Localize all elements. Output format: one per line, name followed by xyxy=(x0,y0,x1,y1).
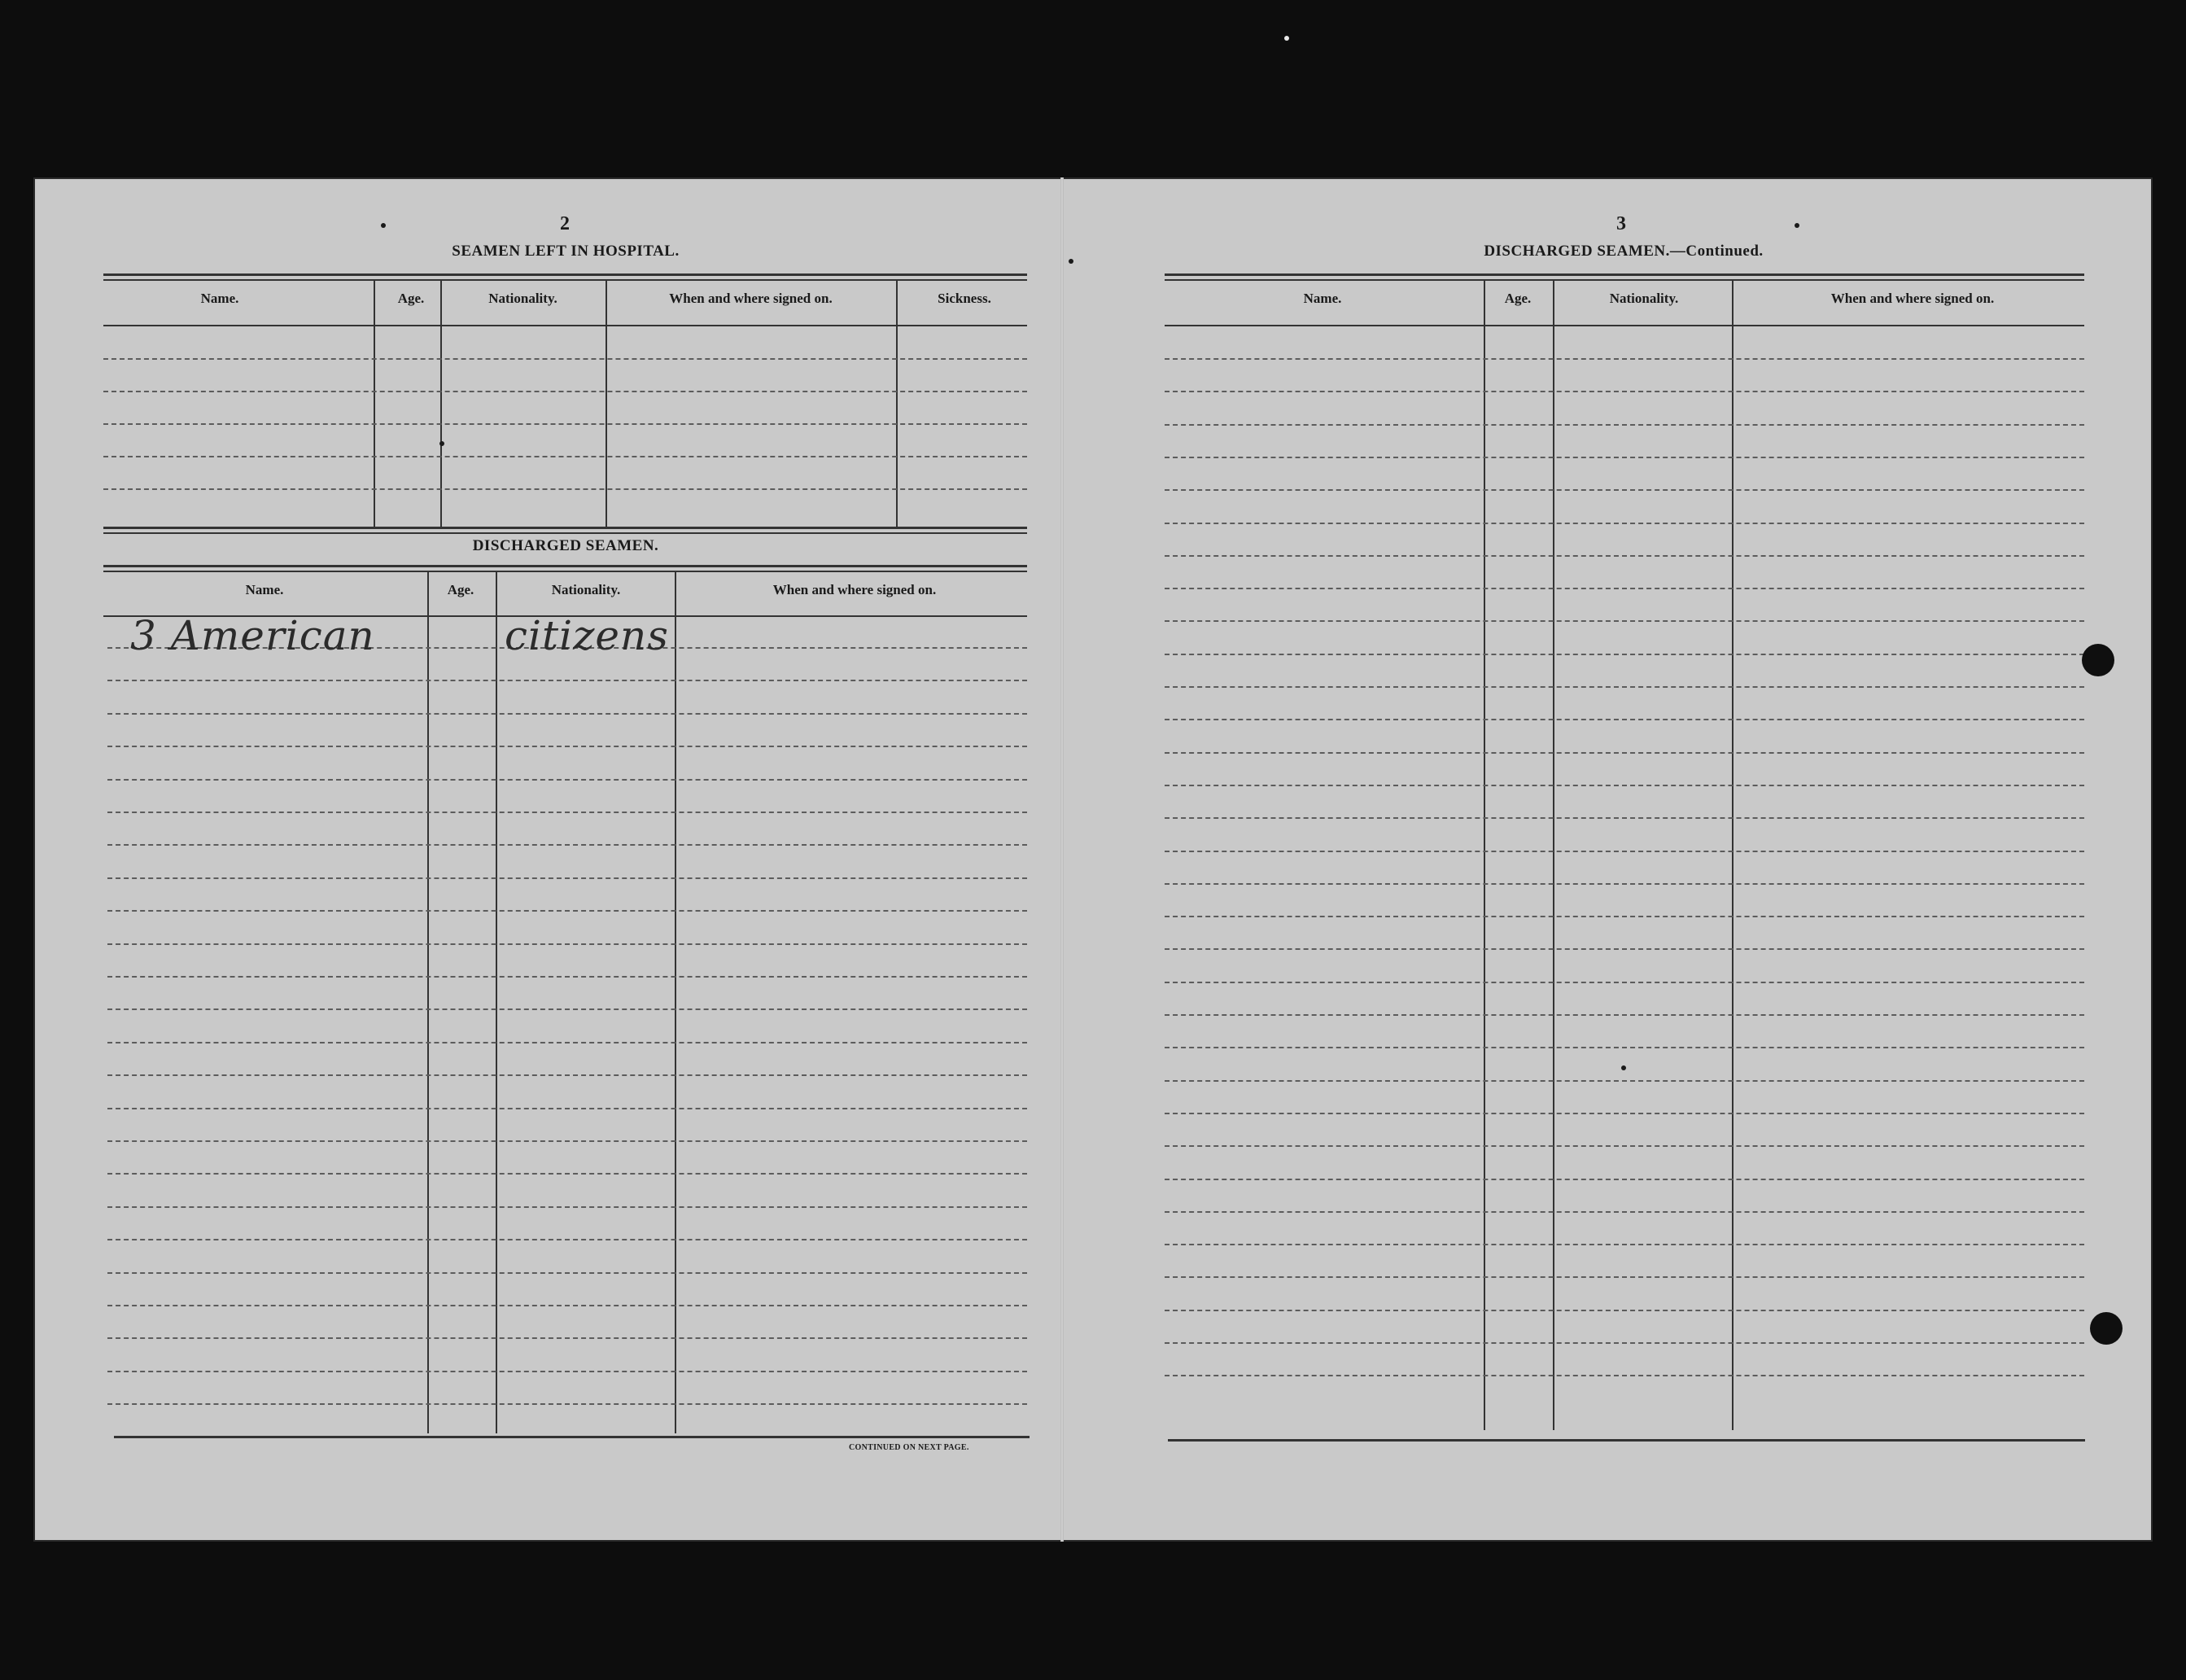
ruled-row-line xyxy=(107,943,1027,945)
dust-speck xyxy=(439,441,444,446)
right-col-signed-on: When and where signed on. xyxy=(1830,291,1995,306)
dust-speck xyxy=(1284,36,1289,41)
ruled-row-line xyxy=(1165,654,2084,655)
hospital-top-rule xyxy=(103,273,1027,276)
ruled-row-line xyxy=(1165,1113,2084,1114)
ruled-row-line xyxy=(107,976,1027,978)
ruled-row-line xyxy=(107,1337,1027,1339)
hospital-row-line xyxy=(103,358,1027,360)
ruled-row-line xyxy=(1165,719,2084,720)
ruled-row-line xyxy=(107,1403,1027,1405)
ruled-row-line xyxy=(107,910,1027,912)
ruled-row-line xyxy=(1165,1047,2084,1048)
ruled-row-line xyxy=(1165,817,2084,819)
hospital-col-name: Name. xyxy=(200,291,239,306)
right-bottom-rule xyxy=(1168,1439,2085,1442)
ruled-row-line xyxy=(1165,851,2084,852)
ruled-row-line xyxy=(1165,391,2084,392)
dust-speck xyxy=(381,223,386,228)
continued-note: CONTINUED ON NEXT PAGE. xyxy=(849,1443,969,1452)
discharged-section-title: DISCHARGED SEAMEN. xyxy=(472,537,659,554)
punch-hole-upper xyxy=(2082,644,2114,676)
ruled-row-line xyxy=(107,1042,1027,1043)
ruled-row-line xyxy=(1165,358,2084,360)
handwritten-name-entry: 3 American xyxy=(130,612,375,659)
ruled-row-line xyxy=(107,746,1027,747)
ruled-row-line xyxy=(107,1239,1027,1240)
right-top-rule-2 xyxy=(1165,279,2084,281)
ruled-row-line xyxy=(1165,916,2084,917)
ruled-row-line xyxy=(107,1371,1027,1372)
ruled-row-line xyxy=(1165,1310,2084,1311)
ruled-row-line xyxy=(1165,1014,2084,1016)
ruled-row-line xyxy=(1165,1342,2084,1344)
ruled-row-line xyxy=(107,1272,1027,1274)
ruled-row-line xyxy=(107,1074,1027,1076)
hospital-bottom-rule-2 xyxy=(103,532,1027,534)
discharged-col-signed-on: When and where signed on. xyxy=(772,582,937,597)
ruled-row-line xyxy=(1165,1179,2084,1180)
discharged-col-name: Name. xyxy=(245,582,284,597)
ruled-row-line xyxy=(1165,785,2084,786)
ruled-row-line xyxy=(1165,1211,2084,1213)
ruled-row-line xyxy=(1165,588,2084,589)
hospital-bottom-rule xyxy=(103,527,1027,529)
dust-speck xyxy=(1795,223,1799,228)
right-divider-3 xyxy=(1732,281,1733,1430)
ruled-row-line xyxy=(1165,686,2084,688)
ruled-row-line xyxy=(107,1173,1027,1175)
right-col-nationality: Nationality. xyxy=(1609,291,1679,306)
ruled-row-line xyxy=(1165,1244,2084,1245)
ruled-row-line xyxy=(1165,948,2084,950)
ruled-row-line xyxy=(107,1140,1027,1142)
ruled-row-line xyxy=(1165,1145,2084,1147)
page-number-right: 3 xyxy=(1616,213,1626,234)
ruled-row-line xyxy=(1165,489,2084,491)
punch-hole-lower xyxy=(2090,1312,2123,1345)
ruled-row-line xyxy=(1165,1276,2084,1278)
discharged-continued-title: DISCHARGED SEAMEN.—Continued. xyxy=(1484,243,1764,260)
hospital-header-rule xyxy=(103,325,1027,326)
ruled-row-line xyxy=(1165,424,2084,426)
ruled-row-line xyxy=(107,844,1027,846)
ruled-row-line xyxy=(107,1108,1027,1109)
page-fold xyxy=(1060,177,1064,1542)
dust-speck xyxy=(1621,1065,1626,1070)
ruled-row-line xyxy=(1165,883,2084,885)
hospital-row-line xyxy=(103,391,1027,392)
discharged-col-nationality: Nationality. xyxy=(551,582,621,597)
hospital-section-title: SEAMEN LEFT IN HOSPITAL. xyxy=(452,243,680,260)
ruled-row-line xyxy=(1165,523,2084,524)
ruled-row-line xyxy=(107,680,1027,681)
ruled-row-line xyxy=(1165,1080,2084,1082)
discharged-top-rule-2 xyxy=(103,571,1027,572)
right-header-rule xyxy=(1165,325,2084,326)
ruled-row-line xyxy=(107,779,1027,781)
ruled-row-line xyxy=(1165,620,2084,622)
ruled-row-line xyxy=(1165,752,2084,754)
discharged-col-age: Age. xyxy=(447,582,474,597)
hospital-row-line xyxy=(103,488,1027,490)
ruled-row-line xyxy=(107,1305,1027,1306)
ruled-row-line xyxy=(107,1008,1027,1010)
ruled-row-line xyxy=(107,713,1027,715)
right-divider-2 xyxy=(1553,281,1554,1430)
right-col-name: Name. xyxy=(1303,291,1342,306)
hospital-col-signed-on: When and where signed on. xyxy=(669,291,833,306)
hospital-col-nationality: Nationality. xyxy=(488,291,557,306)
hospital-col-sickness: Sickness. xyxy=(938,291,991,306)
ruled-row-line xyxy=(1165,457,2084,458)
ruled-row-line xyxy=(107,877,1027,879)
right-top-rule xyxy=(1165,273,2084,276)
hospital-row-line xyxy=(103,456,1027,457)
ruled-row-line xyxy=(107,1206,1027,1208)
ruled-row-line xyxy=(1165,555,2084,557)
page-number-left: 2 xyxy=(560,213,570,234)
ruled-row-line xyxy=(1165,1375,2084,1376)
discharged-bottom-rule xyxy=(114,1436,1030,1438)
ruled-row-line xyxy=(107,812,1027,813)
right-divider-1 xyxy=(1484,281,1485,1430)
handwritten-nationality-entry: citizens xyxy=(505,612,669,659)
hospital-col-age: Age. xyxy=(397,291,425,306)
discharged-top-rule xyxy=(103,565,1027,567)
dust-speck xyxy=(1069,259,1073,264)
hospital-top-rule-2 xyxy=(103,279,1027,281)
hospital-row-line xyxy=(103,423,1027,425)
right-col-age: Age. xyxy=(1504,291,1532,306)
ruled-row-line xyxy=(1165,982,2084,983)
